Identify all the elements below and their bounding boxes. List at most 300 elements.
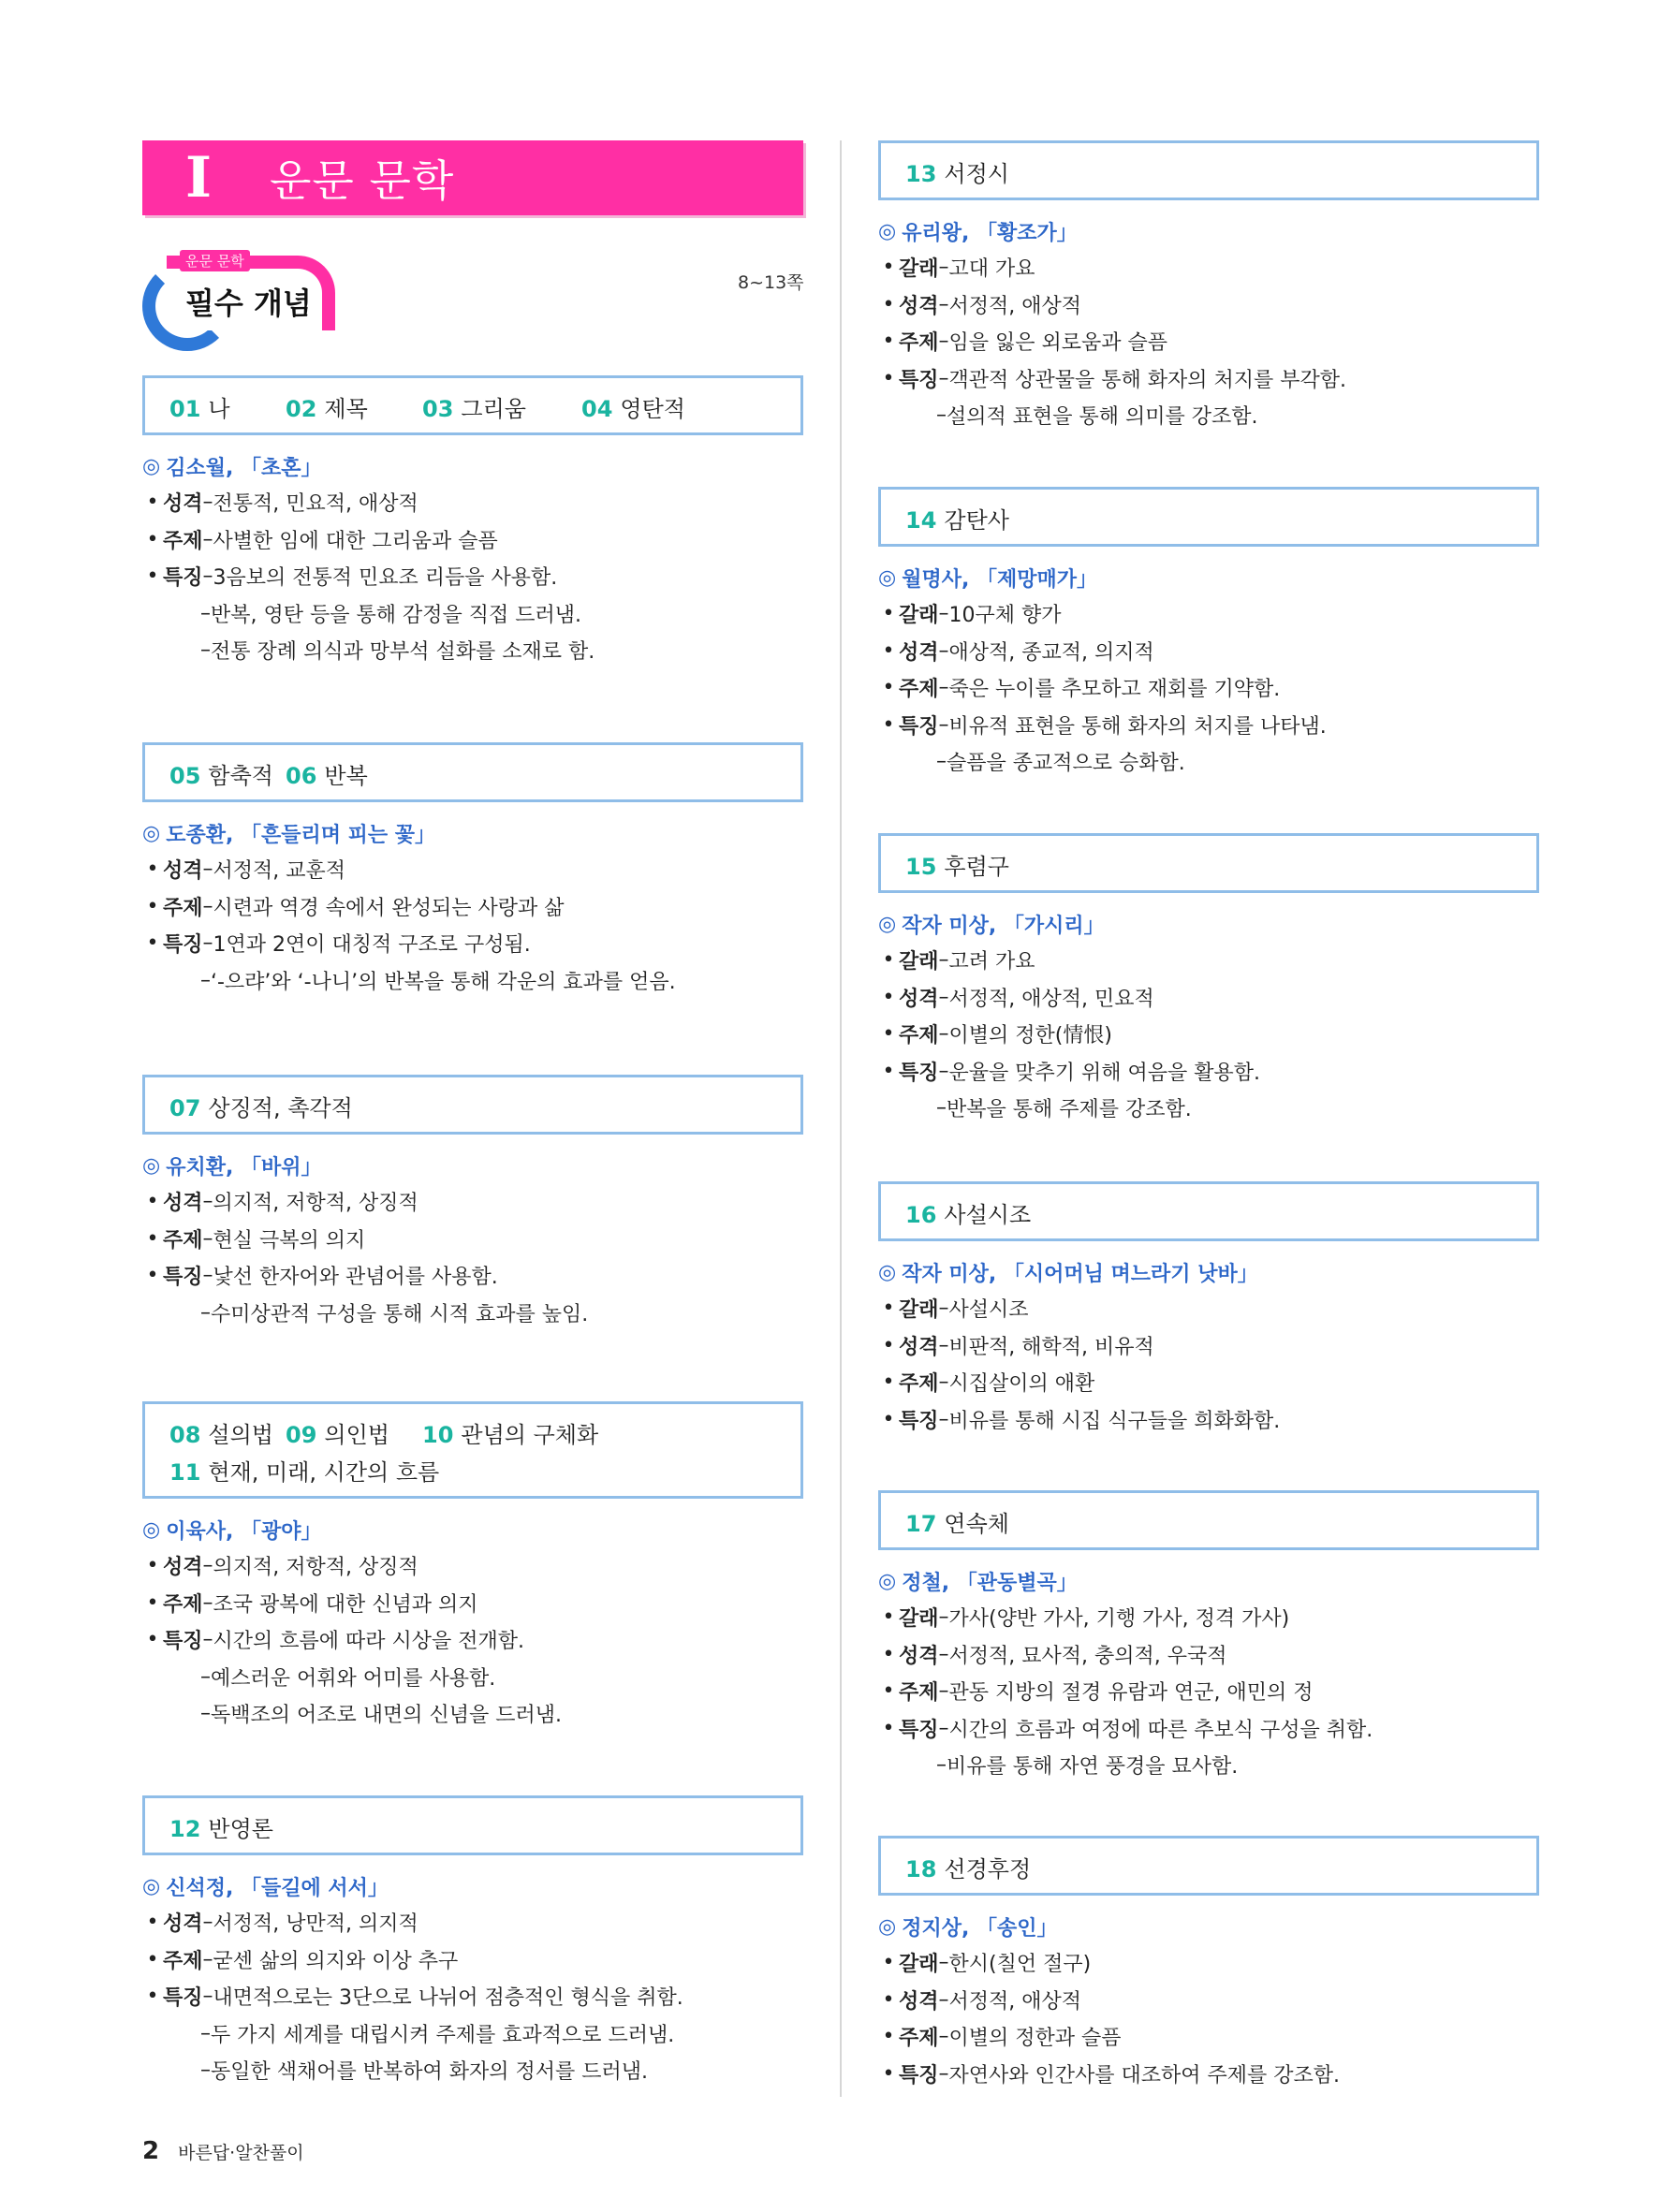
- row-dash: –: [938, 256, 949, 280]
- row-value: 죽은 누이를 추모하고 재회를 기약함.: [948, 678, 1281, 702]
- row-key: 갈래: [899, 257, 939, 282]
- answer-text: 의인법: [324, 1421, 389, 1448]
- work-title-text: 정지상, 「송인」: [902, 1916, 1058, 1941]
- answer-number: 09: [286, 1421, 317, 1448]
- work-block: [878, 213, 1539, 434]
- column-divider: [840, 140, 842, 2097]
- row-dash: –: [938, 330, 949, 354]
- row-key: 갈래: [899, 1298, 939, 1323]
- work-subrow: [878, 1090, 1539, 1127]
- row-dash: –: [938, 292, 949, 316]
- row-dash: –: [202, 1947, 213, 1971]
- answer-line: [169, 754, 776, 792]
- row-key: 성격: [899, 987, 939, 1011]
- work-block: [142, 1148, 803, 1331]
- row-dash: –: [938, 366, 949, 390]
- page-footer: [142, 2137, 304, 2165]
- work-row: [142, 888, 803, 926]
- answer-number: 18: [905, 1855, 937, 1882]
- row-key: 주제: [163, 896, 203, 920]
- page-number: 2: [142, 2137, 160, 2165]
- bullet-icon: •: [882, 1407, 895, 1431]
- double-circle-icon: ◎: [142, 821, 161, 845]
- bullet-icon: •: [146, 1190, 159, 1214]
- bullet-icon: •: [882, 1679, 895, 1704]
- bullet-icon: •: [146, 1947, 159, 1971]
- work-row: [878, 1327, 1539, 1365]
- answer-text: 반복: [324, 762, 368, 789]
- answer-box: [878, 1836, 1539, 1896]
- answer-text: 제목: [324, 395, 368, 422]
- answer-number: 02: [286, 395, 317, 422]
- row-value: 사별한 임에 대한 그리움과 슬픔: [213, 529, 498, 553]
- work-title-text: 이육사, 「광야」: [166, 1519, 322, 1544]
- answer-number: 04: [581, 395, 613, 422]
- row-value: 한시(칠언 절구): [948, 1953, 1092, 1977]
- bullet-icon: •: [882, 1333, 895, 1357]
- bullet-icon: •: [146, 527, 159, 551]
- work-row: [878, 1053, 1539, 1091]
- row-dash: –: [938, 1605, 949, 1630]
- row-key: 성격: [163, 859, 203, 884]
- work-title-text: 유치환, 「바위」: [166, 1155, 322, 1179]
- row-key: 특징: [899, 2063, 939, 2087]
- bullet-icon: •: [882, 1605, 895, 1630]
- row-value: 운율을 맞추기 위해 여음을 활용함.: [948, 1061, 1261, 1085]
- row-value: 낯선 한자어와 관념어를 사용함.: [213, 1266, 498, 1290]
- row-dash: –: [200, 968, 211, 992]
- work-title-text: 작자 미상, 「시어머님 며느라기 낫바」: [902, 1262, 1258, 1286]
- chapter-banner: [142, 140, 803, 215]
- work-row: [142, 1904, 803, 1941]
- row-key: 갈래: [899, 604, 939, 628]
- double-circle-icon: ◎: [142, 1517, 161, 1542]
- work-title: [142, 815, 803, 851]
- row-dash: –: [202, 1190, 213, 1214]
- row-key: 주제: [899, 1024, 939, 1048]
- work-title-text: 김소월, 「초혼」: [166, 456, 322, 480]
- row-key: 특징: [163, 933, 203, 958]
- answer-line: [905, 845, 1512, 883]
- bullet-icon: •: [146, 1985, 159, 2009]
- work-title-text: 작자 미상, 「가시리」: [902, 914, 1105, 938]
- row-dash: –: [938, 712, 949, 737]
- answer-box: [142, 742, 803, 802]
- answer-box: [878, 487, 1539, 547]
- double-circle-icon: ◎: [878, 1914, 897, 1939]
- row-key: 성격: [899, 1644, 939, 1668]
- work-row: [142, 1221, 803, 1258]
- row-key: 주제: [899, 331, 939, 356]
- row-value: 내면적으로는 3단으로 나뉘어 점층적인 형식을 취함.: [213, 1986, 683, 2011]
- work-title: [142, 1148, 803, 1183]
- answer-line: [169, 388, 776, 425]
- row-dash: –: [938, 1333, 949, 1357]
- row-dash: –: [200, 638, 211, 663]
- work-row: [142, 1257, 803, 1295]
- row-value: 조국 광복에 대한 신념과 의지: [213, 1592, 478, 1617]
- answer-item: [905, 155, 1009, 188]
- bullet-icon: •: [146, 1554, 159, 1578]
- bullet-icon: •: [146, 1590, 159, 1615]
- row-key: 특징: [163, 1630, 203, 1654]
- row-dash: –: [200, 1664, 211, 1689]
- work-row: [878, 1401, 1539, 1439]
- answer-item: [286, 1416, 422, 1449]
- work-title: [878, 906, 1539, 942]
- bullet-icon: •: [882, 712, 895, 737]
- answer-text: 반영론: [208, 1815, 273, 1842]
- chapter-number: I: [185, 145, 213, 211]
- row-value: 시집살이의 애환: [948, 1372, 1095, 1397]
- answer-text: 감탄사: [944, 506, 1009, 534]
- row-dash: –: [938, 1022, 949, 1047]
- bullet-icon: •: [146, 1226, 159, 1251]
- row-value: 이별의 정한(情恨): [948, 1024, 1112, 1048]
- answer-text: 관념의 구체화: [461, 1421, 599, 1448]
- answer-text: 그리움: [461, 395, 526, 422]
- bullet-icon: •: [882, 1642, 895, 1666]
- work-row: [142, 484, 803, 521]
- row-dash: –: [936, 750, 947, 774]
- work-row: [878, 1673, 1539, 1710]
- work-subrow: [878, 397, 1539, 434]
- answer-item: [905, 1505, 1009, 1538]
- row-value: 고대 가요: [948, 257, 1035, 282]
- answer-box: [142, 1075, 803, 1135]
- bullet-icon: •: [882, 1987, 895, 2012]
- row-value: 고려 가요: [948, 950, 1035, 974]
- bullet-icon: •: [146, 564, 159, 589]
- row-dash: –: [938, 638, 949, 663]
- answer-item: [581, 390, 685, 423]
- row-key: 성격: [163, 1192, 203, 1216]
- answer-text: 나: [208, 395, 230, 422]
- row-value: 비유적 표현을 통해 화자의 처지를 나타냄.: [948, 714, 1327, 739]
- answer-item: [169, 1810, 273, 1843]
- row-dash: –: [938, 985, 949, 1009]
- bullet-icon: •: [882, 1951, 895, 1975]
- work-title: [142, 1512, 803, 1547]
- answer-number: 16: [905, 1201, 937, 1228]
- answer-text: 설의법: [208, 1421, 273, 1448]
- work-subrow: [878, 743, 1539, 781]
- work-title: [878, 1563, 1539, 1599]
- row-value: 시간의 흐름에 따라 시상을 전개함.: [213, 1630, 525, 1654]
- row-value: 동일한 색채어를 반복하여 화자의 정서를 드러냄.: [211, 2060, 649, 2085]
- work-row: [878, 2056, 1539, 2093]
- row-value: 수미상관적 구성을 통해 시적 효과를 높임.: [211, 1302, 589, 1326]
- double-circle-icon: ◎: [142, 1874, 161, 1898]
- row-dash: –: [202, 931, 213, 956]
- answer-text: 선경후정: [944, 1855, 1032, 1882]
- bullet-icon: •: [146, 931, 159, 956]
- row-dash: –: [202, 1554, 213, 1578]
- row-key: 성격: [899, 294, 939, 318]
- answer-number: 07: [169, 1094, 201, 1121]
- bullet-icon: •: [882, 1059, 895, 1083]
- answer-line: [905, 499, 1512, 536]
- double-circle-icon: ◎: [878, 1569, 897, 1593]
- bullet-icon: •: [882, 292, 895, 316]
- answer-line: [905, 1848, 1512, 1885]
- work-subrow: [142, 962, 803, 1000]
- row-value: 전통적, 민요적, 애상적: [213, 492, 418, 517]
- work-title-text: 도종환, 「흔들리며 피는 꽃」: [166, 823, 436, 847]
- row-value: 예스러운 어휘와 어미를 사용함.: [211, 1666, 496, 1691]
- work-subrow: [878, 1747, 1539, 1784]
- row-value: 비판적, 해학적, 비유적: [948, 1335, 1154, 1359]
- work-row: [878, 2018, 1539, 2056]
- row-value: 의지적, 저항적, 상징적: [213, 1556, 418, 1580]
- answer-line: [169, 1414, 776, 1451]
- row-value: 두 가지 세계를 대립시켜 주제를 효과적으로 드러냄.: [211, 2023, 675, 2047]
- work-row: [878, 1636, 1539, 1674]
- row-key: 주제: [899, 678, 939, 702]
- row-dash: –: [938, 1296, 949, 1321]
- row-dash: –: [202, 894, 213, 918]
- row-key: 주제: [163, 1228, 203, 1252]
- book-title: 바른답·알찬풀이: [178, 2143, 304, 2163]
- row-value: 슬픔을 종교적으로 승화함.: [947, 752, 1185, 776]
- work-block: [878, 1909, 1539, 2092]
- row-dash: –: [200, 2021, 211, 2045]
- row-value: 1연과 2연이 대칭적 구조로 구성됨.: [213, 933, 531, 958]
- work-row: [142, 1978, 803, 2015]
- section-title: 필수 개념: [185, 286, 312, 321]
- work-subrow: [142, 632, 803, 669]
- row-dash: –: [938, 602, 949, 626]
- row-value: 반복, 영탄 등을 통해 감정을 직접 드러냄.: [211, 603, 581, 627]
- answer-item: [422, 390, 581, 423]
- row-dash: –: [938, 1059, 949, 1083]
- row-dash: –: [202, 1911, 213, 1935]
- answer-number: 14: [905, 506, 937, 534]
- row-dash: –: [938, 1716, 949, 1740]
- work-subrow: [142, 2015, 803, 2053]
- bullet-icon: •: [882, 1022, 895, 1047]
- page-range: 8~13쪽: [738, 272, 804, 293]
- row-value: 서정적, 교훈적: [213, 859, 346, 884]
- work-subrow: [142, 1695, 803, 1733]
- bullet-icon: •: [882, 1370, 895, 1395]
- row-key: 특징: [899, 1409, 939, 1433]
- row-value: 시련과 역경 속에서 완성되는 사랑과 삶: [213, 896, 565, 920]
- row-dash: –: [200, 2058, 211, 2083]
- answer-number: 17: [905, 1510, 937, 1537]
- row-dash: –: [202, 1264, 213, 1288]
- work-title: [142, 1868, 803, 1904]
- row-value: 의지적, 저항적, 상징적: [213, 1192, 418, 1216]
- work-title: [878, 560, 1539, 595]
- answer-line: [169, 1808, 776, 1845]
- work-subrow: [142, 1295, 803, 1332]
- row-dash: –: [202, 1590, 213, 1615]
- row-dash: –: [938, 1987, 949, 2012]
- row-key: 주제: [163, 1592, 203, 1617]
- bullet-icon: •: [882, 1296, 895, 1321]
- row-value: ‘-으랴’와 ‘-나니’의 반복을 통해 각운의 효과를 얻음.: [211, 970, 676, 994]
- answer-text: 현재, 미래, 시간의 흐름: [208, 1458, 440, 1486]
- row-dash: –: [202, 1985, 213, 2009]
- section-tag: [142, 253, 348, 345]
- section-subtitle: 운문 문학: [180, 250, 250, 271]
- answer-text: 서정시: [944, 160, 1009, 187]
- answer-number: 03: [422, 395, 454, 422]
- row-dash: –: [938, 948, 949, 973]
- row-value: 설의적 표현을 통해 의미를 강조함.: [947, 405, 1258, 430]
- row-key: 주제: [163, 1949, 203, 1973]
- bullet-icon: •: [882, 256, 895, 280]
- answer-box: [878, 1490, 1539, 1550]
- row-value: 굳센 삶의 의지와 이상 추구: [213, 1949, 459, 1973]
- bullet-icon: •: [882, 948, 895, 973]
- work-row: [878, 1599, 1539, 1636]
- answer-number: 08: [169, 1421, 201, 1448]
- work-block: [142, 448, 803, 669]
- bullet-icon: •: [882, 676, 895, 700]
- work-subrow: [142, 1659, 803, 1696]
- row-dash: –: [938, 2061, 949, 2086]
- work-title: [878, 213, 1539, 249]
- row-key: 성격: [899, 1335, 939, 1359]
- row-key: 특징: [899, 714, 939, 739]
- double-circle-icon: ◎: [142, 454, 161, 478]
- answer-box: [878, 833, 1539, 893]
- work-row: [878, 633, 1539, 670]
- bullet-icon: •: [882, 638, 895, 663]
- answer-item: [169, 390, 286, 423]
- answer-text: 함축적: [208, 762, 273, 789]
- chapter-title: 운문 문학: [270, 155, 455, 206]
- row-value: 독백조의 어조로 내면의 신념을 드러냄.: [211, 1704, 562, 1728]
- work-row: [142, 1941, 803, 1979]
- row-dash: –: [202, 1226, 213, 1251]
- bullet-icon: •: [146, 1264, 159, 1288]
- double-circle-icon: ◎: [878, 565, 897, 590]
- answer-number: 06: [286, 762, 317, 789]
- answer-number: 15: [905, 853, 937, 880]
- row-key: 갈래: [899, 1953, 939, 1977]
- row-dash: –: [200, 1702, 211, 1726]
- work-block: [142, 1868, 803, 2089]
- row-value: 객관적 상관물을 통해 화자의 처지를 부각함.: [948, 368, 1347, 392]
- row-value: 전통 장례 의식과 망부석 설화를 소재로 함.: [211, 640, 595, 665]
- row-value: 현실 극복의 의지: [213, 1228, 366, 1252]
- answer-box: [142, 375, 803, 435]
- answer-item: [905, 1851, 1031, 1883]
- answer-box: [142, 1401, 803, 1499]
- work-title: [878, 1254, 1539, 1290]
- row-dash: –: [200, 601, 211, 625]
- work-row: [878, 1364, 1539, 1401]
- work-block: [878, 906, 1539, 1127]
- answer-text: 상징적, 촉각적: [208, 1094, 353, 1121]
- answer-item: [169, 1416, 286, 1449]
- work-row: [878, 707, 1539, 744]
- row-dash: –: [938, 676, 949, 700]
- work-block: [878, 560, 1539, 781]
- work-subrow: [142, 595, 803, 633]
- work-row: [878, 595, 1539, 633]
- row-value: 반복을 통해 주제를 강조함.: [947, 1098, 1192, 1122]
- work-row: [878, 979, 1539, 1017]
- answer-number: 10: [422, 1421, 454, 1448]
- row-value: 서정적, 낭만적, 의지적: [213, 1912, 418, 1937]
- row-dash: –: [938, 1407, 949, 1431]
- row-value: 3음보의 전통적 민요조 리듬을 사용함.: [213, 566, 558, 591]
- answer-text: 연속체: [944, 1510, 1009, 1537]
- double-circle-icon: ◎: [878, 1260, 897, 1284]
- row-key: 특징: [163, 566, 203, 591]
- row-value: 서정적, 묘사적, 충의적, 우국적: [948, 1644, 1227, 1668]
- row-key: 특징: [163, 1986, 203, 2011]
- double-circle-icon: ◎: [878, 219, 897, 243]
- work-row: [142, 558, 803, 595]
- row-dash: –: [938, 1951, 949, 1975]
- answer-item: [286, 757, 368, 790]
- work-block: [142, 815, 803, 999]
- row-value: 비유를 통해 자연 풍경을 묘사함.: [947, 1755, 1239, 1780]
- bullet-icon: •: [882, 1716, 895, 1740]
- bullet-icon: •: [882, 985, 895, 1009]
- answer-line: [905, 153, 1512, 190]
- row-key: 주제: [899, 2027, 939, 2051]
- row-value: 관동 지방의 절경 유람과 연군, 애민의 정: [948, 1681, 1314, 1706]
- answer-item: [905, 848, 1009, 881]
- double-circle-icon: ◎: [878, 912, 897, 936]
- row-value: 서정적, 애상적: [948, 294, 1082, 318]
- work-title-text: 유리왕, 「황조가」: [902, 221, 1078, 245]
- row-key: 성격: [163, 1912, 203, 1937]
- work-subrow: [142, 2052, 803, 2089]
- row-key: 성격: [899, 1989, 939, 2014]
- answer-box: [878, 1181, 1539, 1241]
- work-title-text: 정철, 「관동별곡」: [902, 1571, 1078, 1595]
- row-dash: –: [936, 1096, 947, 1121]
- answer-number: 11: [169, 1458, 201, 1486]
- row-value: 애상적, 종교적, 의지적: [948, 640, 1154, 665]
- answer-text: 영탄적: [620, 395, 685, 422]
- row-key: 성격: [163, 1556, 203, 1580]
- row-key: 주제: [899, 1372, 939, 1397]
- row-value: 서정적, 애상적, 민요적: [948, 987, 1154, 1011]
- answer-number: 05: [169, 762, 201, 789]
- row-key: 갈래: [899, 1607, 939, 1632]
- answer-item: [169, 1454, 439, 1487]
- row-key: 특징: [899, 1718, 939, 1742]
- row-dash: –: [202, 857, 213, 882]
- row-key: 주제: [163, 529, 203, 553]
- answer-number: 13: [905, 160, 937, 187]
- work-row: [878, 1016, 1539, 1053]
- work-row: [878, 249, 1539, 286]
- work-row: [878, 286, 1539, 324]
- work-title: [878, 1909, 1539, 1944]
- work-title: [142, 448, 803, 484]
- bullet-icon: •: [882, 602, 895, 626]
- row-value: 가사(양반 가사, 기행 가사, 정격 가사): [948, 1607, 1290, 1632]
- row-key: 성격: [163, 492, 203, 517]
- row-dash: –: [202, 527, 213, 551]
- row-dash: –: [938, 1642, 949, 1666]
- answer-number: 01: [169, 395, 201, 422]
- work-block: [878, 1563, 1539, 1784]
- answer-line: [905, 1502, 1512, 1540]
- row-key: 특징: [163, 1266, 203, 1290]
- answer-line: [169, 1451, 776, 1488]
- work-row: [878, 942, 1539, 979]
